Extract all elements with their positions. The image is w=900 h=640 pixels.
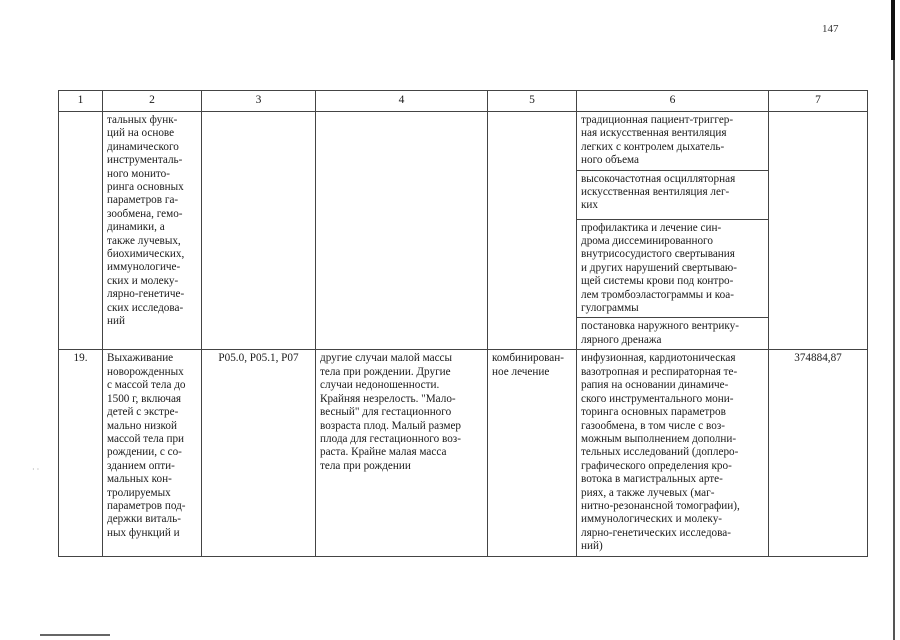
row-number: 19. xyxy=(59,350,103,556)
cont-codes-cell xyxy=(202,112,316,350)
icd-codes: P05.0, P05.1, P07 xyxy=(202,350,316,556)
page-number: 147 xyxy=(822,23,839,35)
treatment-type: комбинирован- ное лечение xyxy=(488,350,577,556)
scan-edge-line xyxy=(893,60,895,640)
header-col-4: 4 xyxy=(316,91,488,112)
header-col-3: 3 xyxy=(202,91,316,112)
method-item-drainage: постановка наружного вентрику- лярного дренажа xyxy=(577,318,769,350)
scan-edge-mark xyxy=(891,0,895,60)
cont-cost-cell xyxy=(769,112,868,350)
cont-name-cell: тальных функ- ций на основе динамического инструменталь- ного монито- ринга основных параметров га- зообмена, гемо- динамики, а также лучевых, биохимических, иммунологиче- ских и молеку- лярно-генетиче- ских исследова- ний xyxy=(103,112,202,350)
continuation-row-a xyxy=(59,112,868,171)
cont-num-cell xyxy=(59,112,103,350)
table-row-19 xyxy=(59,350,868,556)
header-col-1: 1 xyxy=(59,91,103,112)
header-col-7: 7 xyxy=(769,91,868,112)
care-type-name: Выхаживание новорожденных с массой тела до 1500 г, включая детей с экстре- мально низкой массой тела при рождении, с со- зданием опти- мальных кон- тролируемых параметров под- держки виталь- ных функций и xyxy=(103,350,202,556)
header-col-2: 2 xyxy=(103,91,202,112)
cont-type-cell xyxy=(488,112,577,350)
method-item-dic-prevention: профилактика и лечение син- дрома диссеминированного внутрисосудистого свертывания и других нарушений свертываю- щей системы крови под контро- лем тромбоэластограммы и коа- гулограммы xyxy=(577,219,769,318)
medical-care-table xyxy=(58,90,868,557)
method-item-hf-oscillatory: высокочастотная осцилляторная искусственная вентиляция лег- ких xyxy=(577,170,769,219)
standard-cost: 374884,87 xyxy=(769,350,868,556)
header-col-6: 6 xyxy=(577,91,769,112)
cont-diagnosis-cell xyxy=(316,112,488,350)
scan-bottom-mark xyxy=(40,634,110,636)
scan-side-dots: · · xyxy=(32,465,40,474)
diagnosis-model: другие случаи малой массы тела при рождении. Другие случаи недоношенности. Крайняя незрелость. "Мало- весный" для гестационного возраста плод. Малый размер плода для гестационного воз- раста. Крайне малая масса тела при рождении xyxy=(316,350,488,556)
method-item-ventilation: традиционная пациент-триггер- ная искусственная вентиляция легких с контролем дыхатель- ного объема xyxy=(577,112,769,171)
header-col-5: 5 xyxy=(488,91,577,112)
table-header-row xyxy=(59,91,868,112)
treatment-method: инфузионная, кардиотоническая вазотропная и респираторная те- рапия на основании динамиче- ского инструментального мони- торинга основных параметров газообмена, в том числе с воз- можным выполнением дополни- тельных исследований (доплеро- графического определения кро- вотока в магистральных арте- риях, а также лучевых (маг- нитно-резонансной томографии), иммунологических и молеку- лярно-генетических исследова- ний) xyxy=(577,350,769,556)
